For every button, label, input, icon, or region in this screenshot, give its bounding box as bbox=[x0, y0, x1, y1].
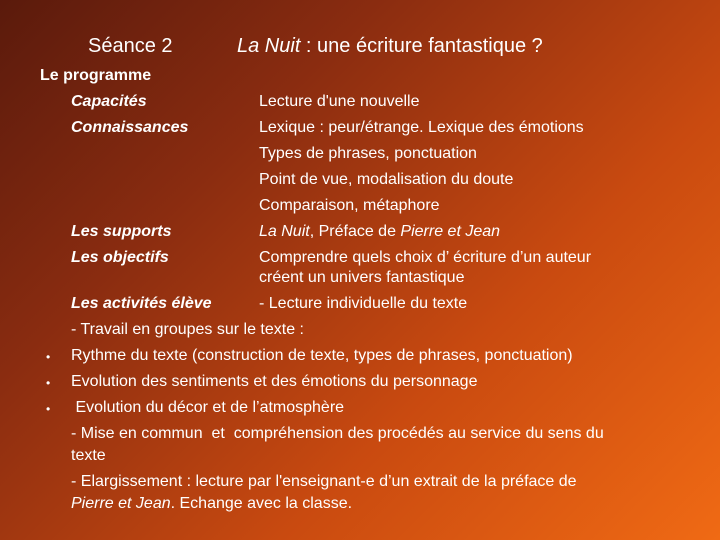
activites-first: - Lecture individuelle du texte bbox=[259, 295, 468, 312]
slide-title bbox=[237, 34, 543, 58]
connaissances-item: Point de vue, modalisation du doute bbox=[259, 171, 514, 188]
bullet-marker: • bbox=[46, 350, 51, 364]
bullet-marker: • bbox=[46, 376, 51, 390]
objectifs-line: créent un univers fantastique bbox=[259, 269, 465, 286]
connaissances-label: Connaissances bbox=[71, 119, 189, 136]
objectifs-line: Comprendre quels choix d’ écriture d’un auteur bbox=[259, 249, 592, 266]
travail-groupes: - Travail en groupes sur le texte : bbox=[71, 321, 304, 338]
mise-en-commun-line: texte bbox=[71, 447, 106, 464]
connaissances-item: Comparaison, métaphore bbox=[259, 197, 440, 214]
supports-work-title-2: Pierre et Jean bbox=[400, 223, 501, 240]
elargissement-rest: . Echange avec la classe. bbox=[170, 495, 353, 512]
supports-label: Les supports bbox=[71, 223, 172, 240]
mise-en-commun-line: - Mise en commun et compréhension des procédés au service du sens du bbox=[71, 425, 604, 442]
elargissement-work-title: Pierre et Jean bbox=[71, 495, 171, 512]
supports-value bbox=[259, 222, 500, 242]
elargissement-line-2 bbox=[71, 494, 352, 514]
connaissances-item: Lexique : peur/étrange. Lexique des émotions bbox=[259, 119, 584, 136]
seance-label: Séance 2 bbox=[88, 35, 173, 57]
connaissances-item: Types de phrases, ponctuation bbox=[259, 145, 477, 162]
capacites-label: Capacités bbox=[71, 93, 147, 110]
supports-work-title: La Nuit bbox=[259, 223, 310, 240]
slide-title-rest: : une écriture fantastique ? bbox=[300, 35, 543, 57]
supports-text: , Préface de bbox=[309, 223, 401, 240]
capacites-value: Lecture d'une nouvelle bbox=[259, 93, 420, 110]
bullet-item: Evolution des sentiments et des émotions du personnage bbox=[71, 373, 478, 390]
objectifs-label: Les objectifs bbox=[71, 249, 169, 266]
bullet-item: Evolution du décor et de l’atmosphère bbox=[71, 399, 345, 416]
programme-heading: Le programme bbox=[40, 67, 152, 84]
activites-label: Les activités élève bbox=[71, 295, 212, 312]
bullet-item: Rythme du texte (construction de texte, types de phrases, ponctuation) bbox=[71, 347, 573, 364]
elargissement-line: - Elargissement : lecture par l'enseignant-e d’un extrait de la préface de bbox=[71, 473, 577, 490]
bullet-marker: • bbox=[46, 402, 51, 416]
slide-title-italic: La Nuit bbox=[237, 35, 301, 57]
